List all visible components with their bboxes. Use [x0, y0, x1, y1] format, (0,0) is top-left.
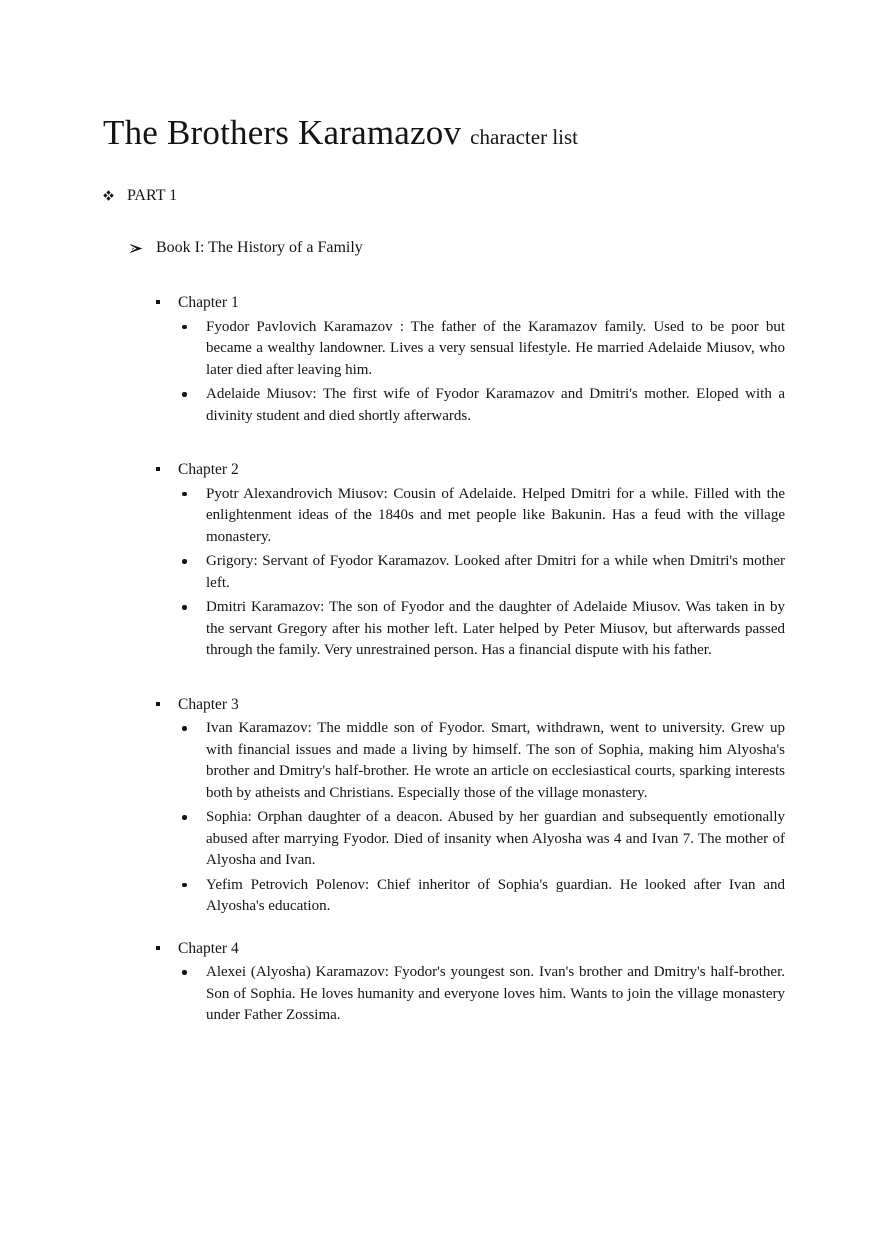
round-bullet-icon	[182, 807, 206, 820]
chapter-label: Chapter 2	[178, 461, 239, 478]
character-description: Pyotr Alexandrovich Miusov: Cousin of Adelaide. Helped Dmitri for a while. Filled with the enlightenment ideas of the 1840s and met people like Bakunin. Has a feud with the village monastery.	[206, 485, 785, 545]
chapter-label: Chapter 4	[178, 939, 239, 957]
round-bullet-icon	[182, 597, 206, 610]
chapter-label: Chapter 1	[178, 294, 239, 311]
round-bullet-icon	[182, 317, 206, 330]
square-bullet-icon	[156, 459, 178, 471]
character-entry	[182, 807, 785, 872]
character-entry	[182, 551, 785, 594]
title-subtitle: character list	[470, 125, 579, 149]
chapter-heading	[156, 292, 785, 314]
round-bullet-icon	[182, 718, 206, 731]
character-entry	[182, 597, 785, 662]
chapter-block-2	[103, 459, 785, 662]
round-bullet-icon	[182, 384, 206, 397]
round-bullet-icon	[182, 484, 206, 497]
square-bullet-icon	[156, 292, 178, 304]
chapter-heading	[156, 694, 785, 716]
character-entry	[182, 962, 785, 1027]
character-entry	[182, 718, 785, 804]
character-description: Fyodor Pavlovich Karamazov : The father of the Karamazov family. Used to be poor but became a wealthy landowner. Lives a very sensual lifestyle. He married Adelaide Miusov, who later died after leaving him.	[206, 318, 785, 378]
round-bullet-icon	[182, 551, 206, 564]
chapter-heading	[156, 459, 785, 481]
character-description: Grigory: Servant of Fyodor Karamazov. Looked after Dmitri for a while when Dmitri's mother left.	[206, 553, 785, 591]
character-entry	[182, 317, 785, 382]
character-description: Dmitri Karamazov: The son of Fyodor and the daughter of Adelaide Miusov. Was taken in by the servant Gregory after his mother left. Later helped by Peter Miusov, but afterwards passed through the family. Very unrestrained person. Has a financial dispute with his father.	[206, 599, 785, 658]
chapter-block-3	[103, 694, 785, 918]
round-bullet-icon	[182, 875, 206, 888]
character-entry	[182, 384, 785, 427]
book-label: Book I: The History of a Family	[156, 239, 363, 256]
chapter-block-1	[103, 292, 785, 427]
list-item-part	[103, 185, 785, 207]
square-bullet-icon	[156, 694, 178, 706]
character-entry	[182, 484, 785, 549]
character-description: Ivan Karamazov: The middle son of Fyodor. Smart, withdrawn, went to university. Grew up with financial issues and made a living by himself. The son of Sophia, making him Alyosha's brother and Dmitry's half-brother. He wrote an article on ecclesiastical courts, sparking interests both by atheists and Christians. Especially those of the village monastery.	[206, 720, 785, 801]
chapter-block-4	[103, 938, 785, 1027]
square-bullet-icon	[156, 938, 178, 950]
arrowhead-icon	[129, 237, 156, 254]
chapter-label: Chapter 3	[178, 695, 239, 713]
diamond-cluster-icon	[103, 185, 127, 201]
character-description: Alexei (Alyosha) Karamazov: Fyodor's youngest son. Ivan's brother and Dmitry's half-brother. Son of Sophia. He loves humanity and everyone loves him. Wants to join the village monastery under Father Zossima.	[206, 964, 785, 1023]
list-item-book	[129, 237, 785, 259]
character-description: Adelaide Miusov: The first wife of Fyodor Karamazov and Dmitri's mother. Eloped with a divinity student and died shortly afterwards.	[206, 386, 785, 424]
page-title	[103, 112, 785, 158]
round-bullet-icon	[182, 962, 206, 975]
character-description: Yefim Petrovich Polenov: Chief inheritor of Sophia's guardian. He looked after Ivan and Alyosha's education.	[206, 876, 785, 914]
part-label: PART 1	[127, 187, 178, 204]
character-description: Sophia: Orphan daughter of a deacon. Abused by her guardian and subsequently emotionally abused after marrying Fyodor. Died of insanity when Alyosha was 4 and Ivan 7. The mother of Alyosha and Ivan.	[206, 809, 785, 868]
title-main: The Brothers Karamazov	[103, 113, 462, 152]
character-entry	[182, 875, 785, 918]
chapter-heading	[156, 938, 785, 960]
